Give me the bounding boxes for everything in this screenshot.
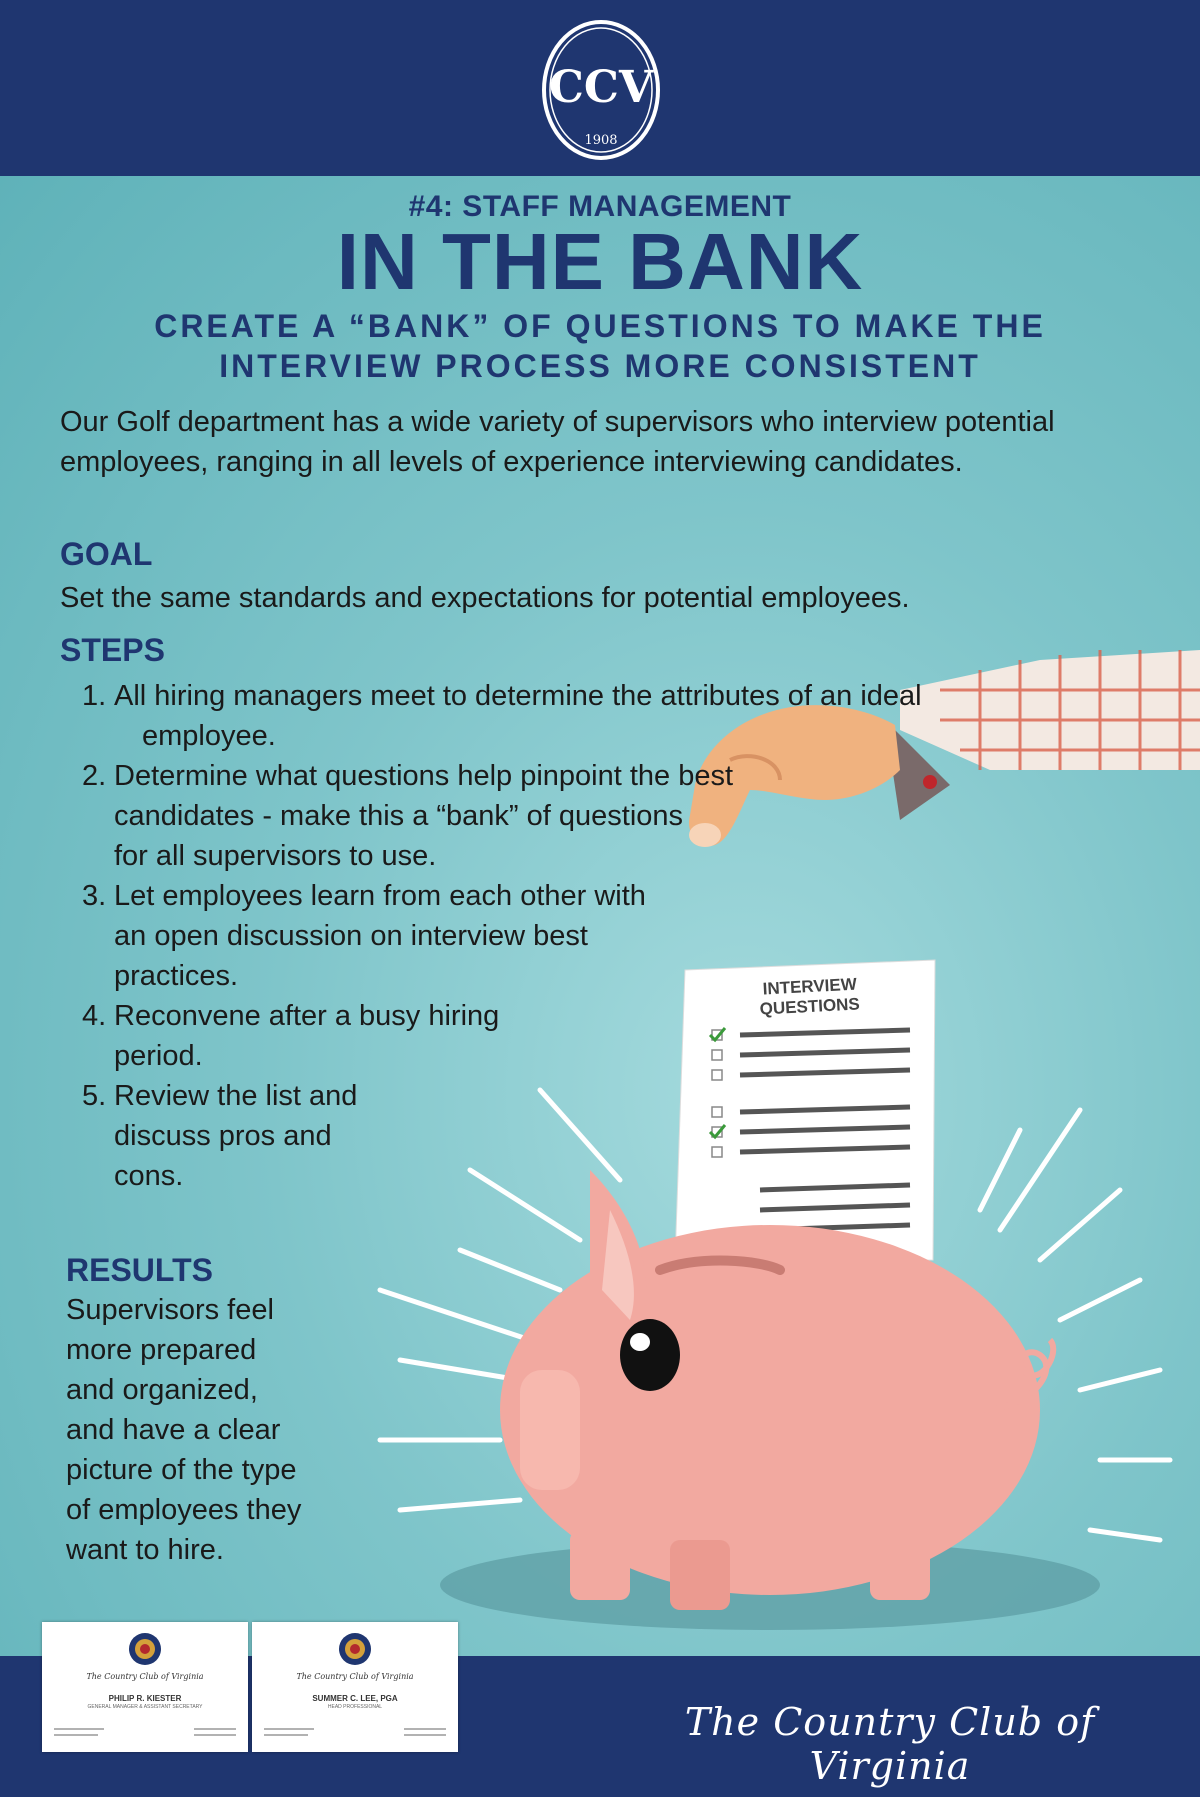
steps-heading: STEPS — [60, 632, 165, 668]
step-line: for all supervisors to use. — [114, 840, 437, 872]
step-item — [82, 756, 1082, 876]
card-club-name: The Country Club of Virginia — [296, 1672, 414, 1681]
subtitle-line-2: INTERVIEW PROCESS MORE CONSISTENT — [219, 348, 981, 384]
step-line: Reconvene after a busy hiring — [114, 1000, 500, 1032]
intro-paragraph: Our Golf department has a wide variety of supervisors who interview potential employees, ranging in all levels of experience interviewing candidates. — [60, 406, 1055, 478]
card-contact-lines — [264, 1726, 446, 1740]
card-contact-lines — [54, 1726, 236, 1740]
steps-list — [82, 676, 1082, 1196]
footer-club-signature: The Country Club of Virginia — [684, 1700, 1096, 1788]
results-line: more prepared — [66, 1334, 257, 1366]
results-heading: RESULTS — [66, 1252, 213, 1288]
results-text — [66, 1290, 386, 1570]
results-line: picture of the type — [66, 1454, 297, 1486]
club-seal-icon — [128, 1632, 162, 1666]
paper-title-line-1: INTERVIEW — [762, 974, 858, 999]
subtitle-line-1: CREATE A “BANK” OF QUESTIONS TO MAKE THE — [154, 308, 1046, 344]
step-line: Determine what questions help pinpoint the best — [114, 760, 734, 792]
step-item — [82, 876, 1082, 996]
step-line: All hiring managers meet to determine the attributes of an ideal — [114, 680, 922, 712]
step-number: 4. — [82, 1000, 107, 1032]
results-line: and organized, — [66, 1374, 258, 1406]
page-subtitle — [0, 306, 1200, 386]
card-person-title: GENERAL MANAGER & ASSISTANT SECRETARY — [87, 1704, 203, 1710]
club-logo — [540, 18, 662, 162]
step-item — [82, 996, 1082, 1076]
results-line: want to hire. — [66, 1534, 224, 1566]
results-line: and have a clear — [66, 1414, 281, 1446]
goal-heading: GOAL — [60, 536, 153, 572]
piggy-bank — [500, 1170, 1053, 1610]
step-number: 3. — [82, 880, 107, 912]
business-card — [42, 1622, 248, 1752]
logo-letters: CCV — [548, 62, 654, 113]
step-line: candidates - make this a “bank” of questions — [114, 800, 684, 832]
step-item — [82, 1076, 1082, 1196]
step-line: period. — [114, 1040, 203, 1072]
page-title: IN THE BANK — [336, 217, 864, 306]
card-club-name: The Country Club of Virginia — [86, 1672, 204, 1681]
club-seal-icon — [338, 1632, 372, 1666]
step-line: cons. — [114, 1160, 184, 1192]
step-line: Let employees learn from each other with — [114, 880, 646, 912]
logo-year: 1908 — [584, 133, 618, 148]
step-line: an open discussion on interview best — [114, 920, 588, 952]
step-number: 5. — [82, 1080, 107, 1112]
step-number: 1. — [82, 680, 107, 712]
card-person-title: HEAD PROFESSIONAL — [327, 1704, 383, 1710]
results-line: Supervisors feel — [66, 1294, 274, 1326]
step-number: 2. — [82, 760, 107, 792]
step-item — [82, 676, 1082, 756]
card-person-name: PHILIP R. KIESTER — [108, 1694, 182, 1703]
business-card — [252, 1622, 458, 1752]
step-line: practices. — [114, 960, 239, 992]
step-line: discuss pros and — [114, 1120, 332, 1152]
step-line: employee. — [142, 720, 276, 752]
paper-title-line-2: QUESTIONS — [759, 994, 861, 1019]
goal-text: Set the same standards and expectations for potential employees. — [60, 582, 910, 614]
results-line: of employees they — [66, 1494, 302, 1526]
section-eyebrow: #4: STAFF MANAGEMENT — [408, 190, 792, 223]
card-person-name: SUMMER C. LEE, PGA — [312, 1694, 398, 1703]
step-line: Review the list and — [114, 1080, 358, 1112]
